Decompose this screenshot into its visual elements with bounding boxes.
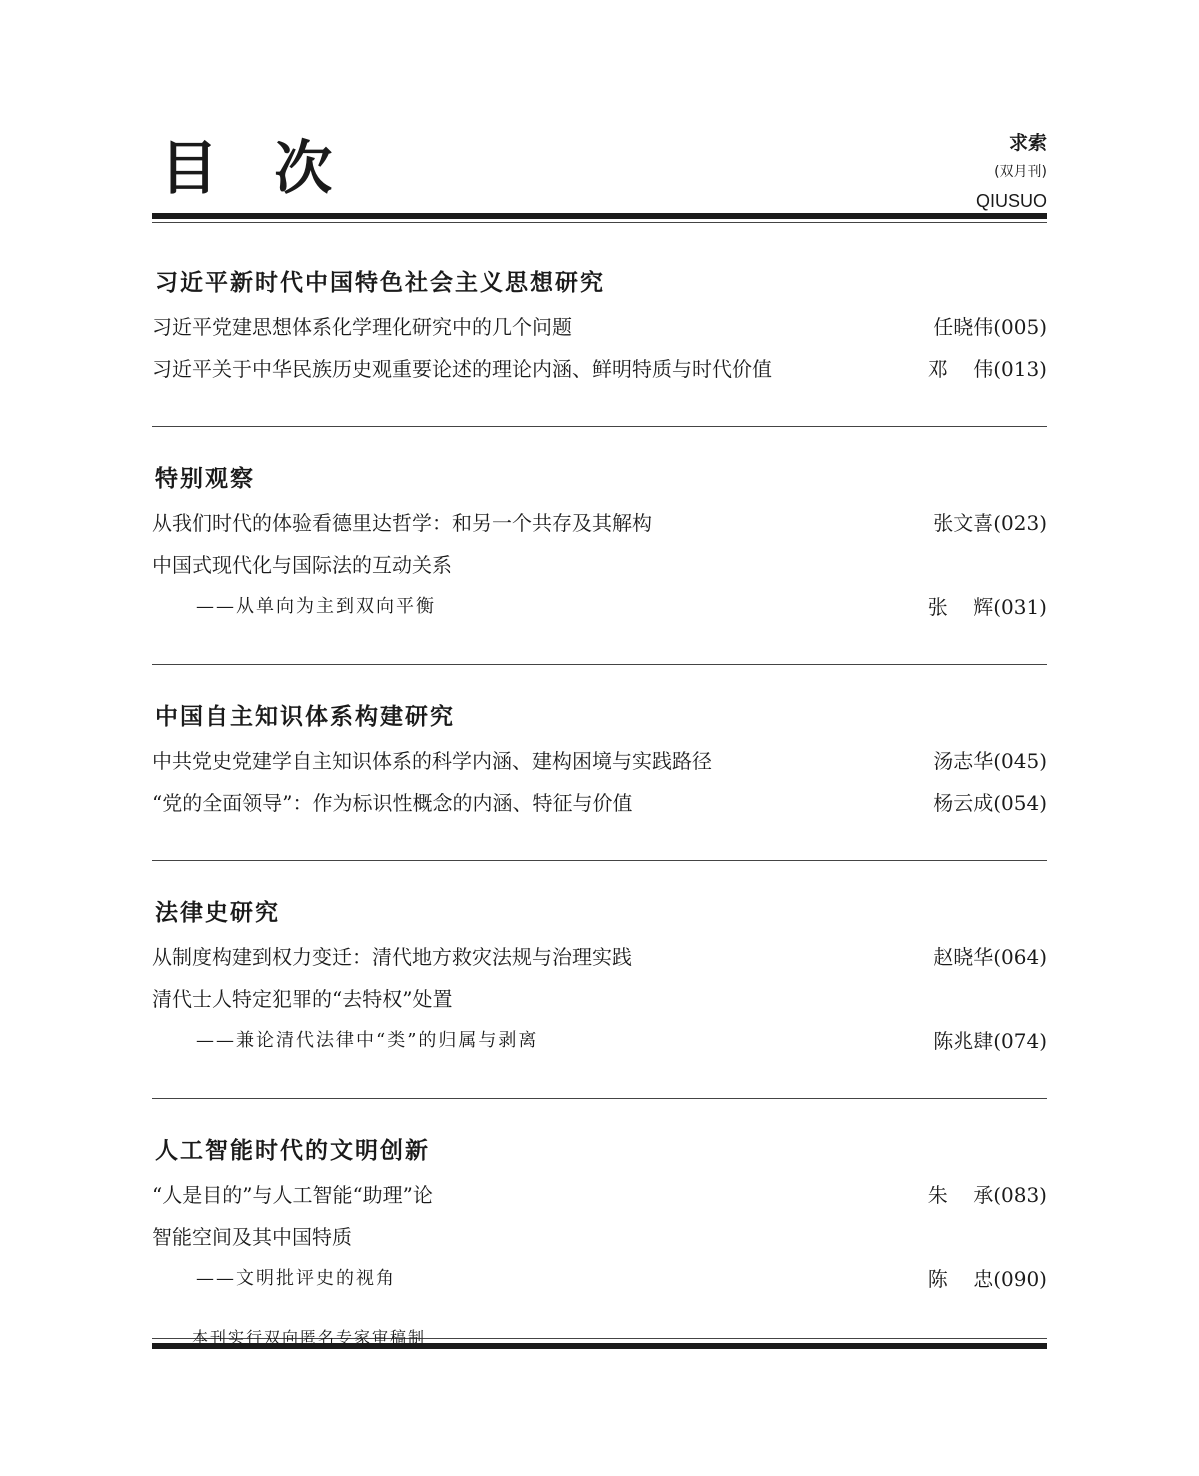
toc-entry[interactable]: [152, 348, 1047, 390]
journal-name: 求索: [1008, 132, 1047, 154]
entry-title: 习近平党建思想体系化学理化研究中的几个问题: [152, 315, 572, 339]
section-title: 习近平新时代中国特色社会主义思想研究: [155, 270, 605, 296]
toc-section: [152, 260, 1047, 390]
entry-author-page: 赵晓华(064): [933, 945, 1047, 969]
toc-section: [152, 890, 1047, 1062]
entry-author-page: 张 辉(031): [927, 595, 1047, 619]
entry-author-page: 杨云成(054): [933, 791, 1047, 815]
toc-section: [152, 1128, 1047, 1300]
entry-title: 从我们时代的体验看德里达哲学：和另一个共存及其解构: [152, 511, 652, 535]
journal-masthead: [976, 128, 1047, 216]
entry-title: 从制度构建到权力变迁：清代地方救灾法规与治理实践: [152, 945, 632, 969]
section-title: 中国自主知识体系构建研究: [155, 704, 455, 730]
entry-author-page: 汤志华(045): [933, 749, 1047, 773]
toc-entry[interactable]: [152, 978, 1047, 1020]
header-rule-thick: [152, 213, 1047, 219]
entry-title: “党的全面领导”：作为标识性概念的内涵、特征与价值: [152, 791, 633, 815]
entry-author-page: 任晓伟(005): [933, 315, 1047, 339]
toc-entry[interactable]: [152, 502, 1047, 544]
review-policy-note: 本刊实行双向匿名专家审稿制: [192, 1328, 427, 1347]
toc-entry[interactable]: [152, 306, 1047, 348]
page-title: 目 次: [160, 134, 351, 202]
entry-title: 清代士人特定犯罪的“去特权”处置: [152, 987, 453, 1011]
toc-entry[interactable]: [152, 1174, 1047, 1216]
toc-entry[interactable]: [152, 740, 1047, 782]
entry-title: 习近平关于中华民族历史观重要论述的理论内涵、鲜明特质与时代价值: [152, 357, 772, 381]
journal-frequency: (双月刊): [994, 164, 1047, 180]
toc-entry-subtitle[interactable]: [152, 1020, 1047, 1062]
entry-subtitle: ——文明批评史的视角: [196, 1268, 396, 1289]
toc-entry[interactable]: [152, 936, 1047, 978]
toc-entry-subtitle[interactable]: [152, 586, 1047, 628]
section-divider: [152, 1098, 1047, 1099]
toc-section: [152, 456, 1047, 628]
entry-subtitle: ——兼论清代法律中“类”的归属与剥离: [196, 1030, 539, 1051]
toc-section: [152, 694, 1047, 824]
entry-title: 中国式现代化与国际法的互动关系: [152, 553, 452, 577]
entry-author-page: 张文喜(023): [933, 511, 1047, 535]
entry-subtitle: ——从单向为主到双向平衡: [196, 596, 436, 617]
header-rule-thin: [152, 222, 1047, 223]
entry-author-page: 朱 承(083): [927, 1183, 1047, 1207]
toc-entry-subtitle[interactable]: [152, 1258, 1047, 1300]
section-divider: [152, 426, 1047, 427]
toc-entry[interactable]: [152, 1216, 1047, 1258]
toc-entry[interactable]: [152, 782, 1047, 824]
section-title: 特别观察: [155, 466, 255, 492]
entry-title: 中共党史党建学自主知识体系的科学内涵、建构困境与实践路径: [152, 749, 712, 773]
entry-author-page: 陈 忠(090): [927, 1267, 1047, 1291]
entry-author-page: 邓 伟(013): [927, 357, 1047, 381]
section-title: 法律史研究: [155, 900, 280, 926]
entry-title: 智能空间及其中国特质: [152, 1225, 352, 1249]
section-title: 人工智能时代的文明创新: [155, 1138, 430, 1164]
journal-latin-name: QIUSUO: [975, 191, 1047, 211]
entry-title: “人是目的”与人工智能“助理”论: [152, 1183, 433, 1207]
entry-author-page: 陈兆肆(074): [933, 1029, 1047, 1053]
section-divider: [152, 664, 1047, 665]
section-divider: [152, 860, 1047, 861]
toc-entry[interactable]: [152, 544, 1047, 586]
